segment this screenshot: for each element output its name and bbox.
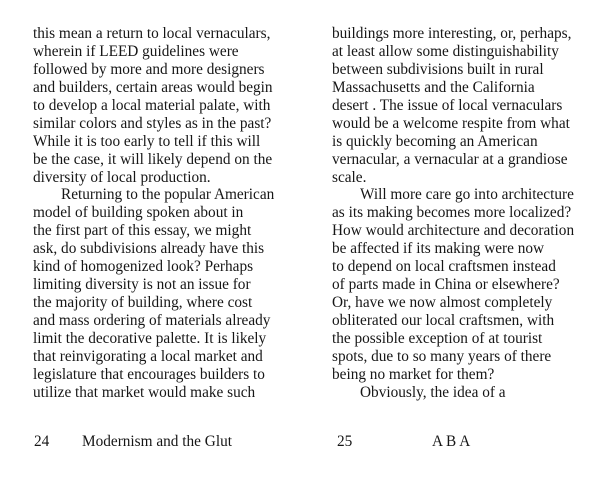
text-line: at least allow some distinguishability <box>332 42 559 60</box>
text-line: of parts made in China or elsewhere? <box>332 276 560 294</box>
text-line: between subdivisions built in rural <box>332 60 544 78</box>
text-line: scale. <box>332 168 367 186</box>
text-line: Or, have we now almost completely <box>332 294 553 312</box>
left-page-text <box>33 25 299 402</box>
text-line: as its making becomes more localized? <box>332 204 572 222</box>
text-line: is quickly becoming an American <box>332 132 538 150</box>
text-line: and builders, certain areas would begin <box>33 78 273 96</box>
text-line: limit the decorative palette. It is likely <box>33 329 267 347</box>
text-line: similar colors and styles as in the past? <box>33 114 272 132</box>
text-line: and mass ordering of materials already <box>33 312 271 329</box>
text-line: limiting diversity is not an issue for <box>33 276 251 294</box>
text-line: would be a welcome respite from what <box>332 114 570 132</box>
text-line: Returning to the popular American <box>61 186 275 204</box>
text-line: be affected if its making were now <box>332 240 545 258</box>
text-line: to develop a local material palate, with <box>33 96 271 114</box>
text-line: wherein if LEED guidelines were <box>33 42 239 60</box>
text-line: spots, due to so many years of there <box>332 347 552 365</box>
text-line: ask, do subdivisions already have this <box>33 240 265 258</box>
text-line: vernacular, a vernacular at a grandiose <box>332 150 568 168</box>
text-line: legislature that encourages builders to <box>33 365 265 383</box>
right-page-text <box>332 25 598 402</box>
text-line: Will more care go into architecture <box>360 186 574 204</box>
text-line: to depend on local craftsmen instead <box>332 258 556 276</box>
text-line: kind of homogenized look? Perhaps <box>33 258 254 276</box>
text-line: model of building spoken about in <box>33 204 244 222</box>
right-running-title: A B A <box>432 433 471 450</box>
right-page-number: 25 <box>337 433 353 450</box>
text-line: the first part of this essay, we might <box>33 222 252 240</box>
text-line: this mean a return to local vernaculars, <box>33 25 271 42</box>
text-line: obliterated our local craftsmen, with <box>332 312 555 329</box>
text-line: Massachusetts and the California <box>332 78 535 96</box>
text-line: diversity of local production. <box>33 168 211 186</box>
text-line: desert . The issue of local vernaculars <box>332 96 563 114</box>
text-line: How would architecture and decoration <box>332 222 575 240</box>
text-line: being no market for them? <box>332 365 495 383</box>
text-line: the possible exception of at tourist <box>332 329 543 347</box>
text-line: Obviously, the idea of a <box>360 383 506 401</box>
text-line: followed by more and more designers <box>33 60 265 78</box>
text-line: utilize that market would make such <box>33 383 256 401</box>
text-line: that reinvigorating a local market and <box>33 347 263 365</box>
right-page <box>300 0 600 486</box>
text-line: the majority of building, where cost <box>33 294 253 312</box>
text-line: While it is too early to tell if this will <box>33 132 261 150</box>
left-page-footer <box>0 433 300 455</box>
left-running-title: Modernism and the Glut <box>82 433 232 450</box>
text-line: buildings more interesting, or, perhaps, <box>332 25 572 42</box>
right-page-footer <box>300 433 600 455</box>
text-line: be the case, it will likely depend on the <box>33 150 273 168</box>
left-page-number: 24 <box>34 433 50 450</box>
